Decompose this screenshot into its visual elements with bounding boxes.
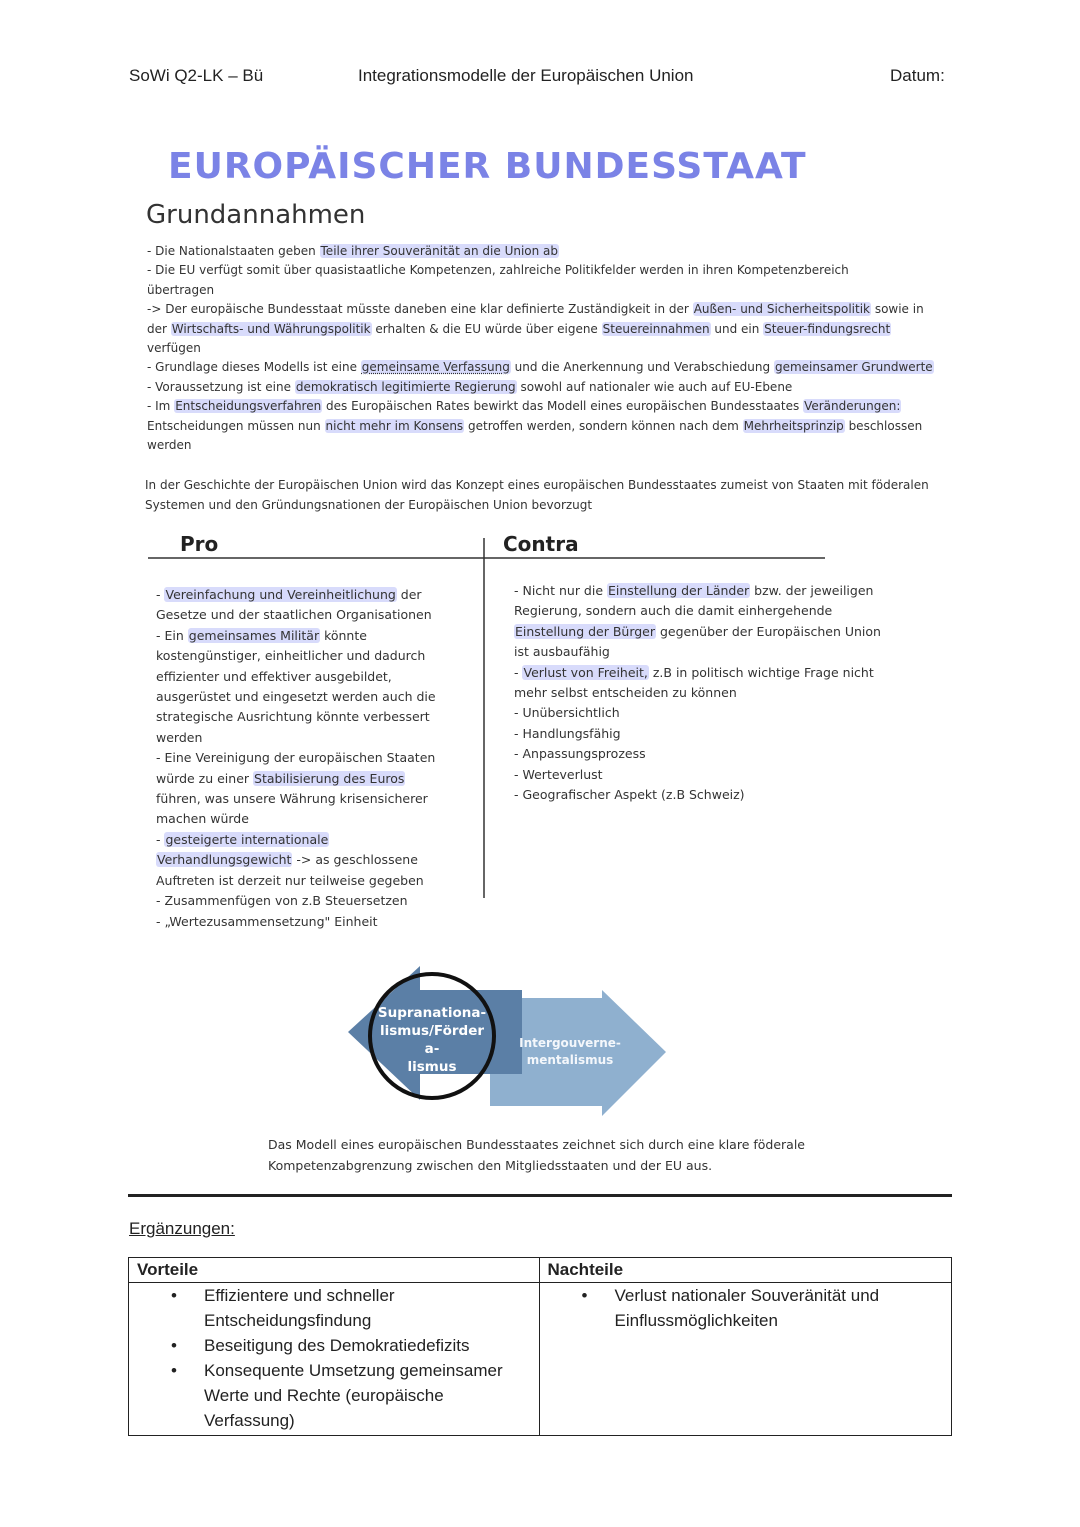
highlight: demokratisch legitimierte Regierung xyxy=(295,379,516,394)
highlight: nicht mehr im Konsens xyxy=(325,418,464,433)
header-course: SoWi Q2-LK – Bü xyxy=(129,66,264,85)
page-title: EUROPÄISCHER BUNDESSTAAT xyxy=(168,146,807,187)
highlight: Teile ihrer Souveränität an die Union ab xyxy=(320,244,559,258)
highlight: Verlust von Freiheit, xyxy=(523,664,648,680)
assumption-line: -> Der europäische Bundesstaat müsste daneben eine klar definierte Zuständigkeit in der Außen- und Sicherheitspolitik sowie in xyxy=(147,302,924,317)
advantages-disadvantages-table xyxy=(128,1257,952,1436)
header-date: Datum: xyxy=(890,66,945,85)
section-divider xyxy=(128,1194,952,1197)
assumption-line: - Die EU verfügt somit über quasistaatliche Kompetenzen, zahlreiche Politikfelder werden in ihren Kompetenzbereich xyxy=(147,263,849,278)
integration-arrows-diagram xyxy=(340,960,680,1130)
highlight: Mehrheitsprinzip xyxy=(743,418,844,433)
highlight: Entscheidungsverfahren xyxy=(175,399,322,414)
highlight: Steuereinnahmen xyxy=(602,321,710,336)
pro-heading: Pro xyxy=(180,532,219,556)
highlight: gemeinsames Militär xyxy=(188,627,320,643)
assumption-line: - Grundlage dieses Modells ist eine gemeinsame Verfassung und die Anerkennung und Verabschiedung gemeinsamer Grundwerte xyxy=(147,360,933,375)
highlight: Einstellung der Länder xyxy=(608,583,750,598)
highlight: Wirtschafts- und Währungspolitik xyxy=(171,321,371,336)
contra-list: - Nicht nur die Einstellung der Länder bzw. der jeweiligen Regierung, sondern auch die damit einhergehende Einstellung der Bürger gegenüber der Europäischen Union ist ausbaufähig - Verlust von Freiheit, z.B in politisch wichtige Frage nicht mehr selbst entscheiden zu können - Unübersichtlich - Handlungsfähig - Anpassungsprozess - Werteverlust - Geografischer Aspekt (z.B Schweiz) xyxy=(514,583,881,803)
highlight: gemeinsame Verfassung xyxy=(361,360,510,375)
list-item: • Beseitigung des Demokratiedefizits xyxy=(129,1333,539,1358)
highlight: gemeinsamer Grundwerte xyxy=(774,360,933,375)
assumption-line: übertragen xyxy=(147,282,215,297)
ergaenzungen-label: Ergänzungen: xyxy=(129,1219,235,1238)
history-paragraph: In der Geschichte der Europäischen Union wird das Konzept eines europäischen Bundesstaates zumeist von Staaten mit föderalen Systemen und den Gründungsnationen der Europäischen Union bevorzugt xyxy=(145,478,929,512)
contra-heading: Contra xyxy=(503,532,579,556)
assumption-line: - Im Entscheidungsverfahren des Europäischen Rates bewirkt das Modell eines europäischen Bundesstaates Veränderungen: xyxy=(147,399,901,414)
highlight: Vereinfachung und Vereinheitlichung xyxy=(165,587,396,602)
highlight: Einstellung der Bürger xyxy=(515,623,656,639)
nachteile-cell xyxy=(539,1283,952,1436)
list-item: • Verlust nationaler Souveränität und Einflussmöglichkeiten xyxy=(540,1283,952,1333)
assumption-line: der Wirtschafts- und Währungspolitik erhalten & die EU würde über eigene Steuereinnahmen und ein Steuer-findungsrecht xyxy=(147,321,891,336)
vorteile-header: Vorteile xyxy=(129,1258,540,1283)
assumption-line: Entscheidungen müssen nun nicht mehr im Konsens getroffen werden, sondern können nach dem Mehrheitsprinzip beschlossen xyxy=(147,418,923,433)
nachteile-header: Nachteile xyxy=(539,1258,952,1283)
list-item: • Konsequente Umsetzung gemeinsamer Werte und Rechte (europäische Verfassung) xyxy=(129,1358,539,1433)
highlight: Steuer-findungsrecht xyxy=(764,321,891,336)
vorteile-list xyxy=(129,1283,539,1435)
nachteile-list xyxy=(540,1283,952,1335)
header-topic: Integrationsmodelle der Europäischen Union xyxy=(358,66,694,85)
intergovernmental-label: Intergouverne- mentalismus xyxy=(519,1036,621,1067)
vorteile-cell xyxy=(129,1283,540,1436)
pro-list: - Vereinfachung und Vereinheitlichung der Gesetze und der staatlichen Organisationen - Ein gemeinsames Militär könnte kostengünstiger, einheitlicher und dadurch effizienter und effektiver ausgebildet, ausgerüstet und eingesetzt werden auch die strategische Ausrichtung könnte verbessert werden - Eine Vereinigung der europäischen Staaten würde zu einer Stabilisierung des Euros führen, was unsere Währung krisensicherer machen würde - gesteigerte internationale Verhandlungsgewicht -> as geschlossene Auftreten ist derzeit nur teilweise gegeben - Zusammenfügen von z.B Steuersetzen - „Wertezusammensetzung" Einheit xyxy=(156,587,436,929)
highlight: gesteigerte internationale xyxy=(165,831,329,847)
highlight: Stabilisierung des Euros xyxy=(254,770,405,786)
highlight: Verhandlungsgewicht xyxy=(157,852,292,868)
assumption-line: werden xyxy=(147,438,192,453)
list-item: • Effizientere und schneller Entscheidungsfindung xyxy=(129,1283,539,1333)
assumption-line: - Die Nationalstaaten geben Teile ihrer Souveränität an die Union ab xyxy=(147,244,559,258)
highlight: Veränderungen: xyxy=(804,399,901,414)
assumption-line: verfügen xyxy=(147,341,201,356)
assumption-line: - Voraussetzung ist eine demokratisch legitimierte Regierung sowohl auf nationaler wie auch auf EU-Ebene xyxy=(147,379,793,394)
section-heading-grundannahmen: Grundannahmen xyxy=(146,200,366,230)
highlight: Außen- und Sicherheitspolitik xyxy=(693,302,870,317)
diagram-caption: Das Modell eines europäischen Bundesstaates zeichnet sich durch eine klare föderale Kompetenzabgrenzung zwischen den Mitgliedsstaaten und der EU aus. xyxy=(268,1137,805,1173)
supranational-label: Supranationa- lismus/Förder a- lismus xyxy=(377,1005,487,1075)
